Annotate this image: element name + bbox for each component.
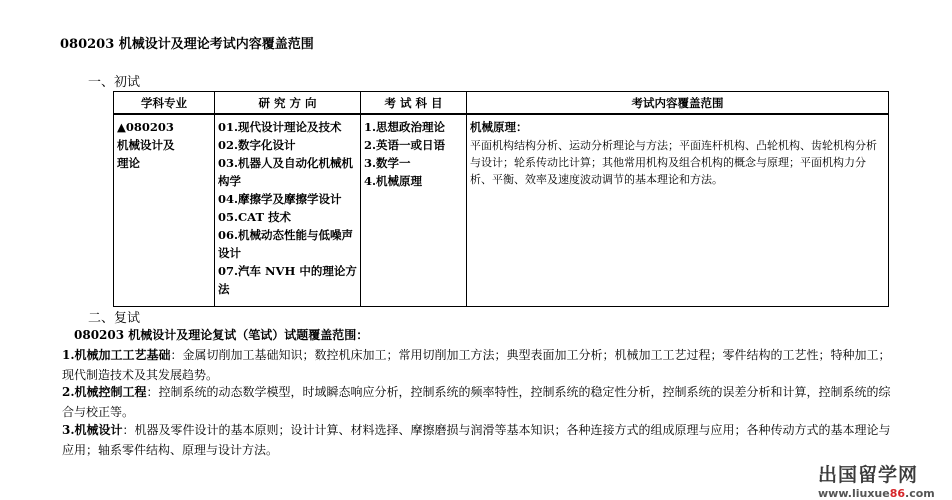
table-header-row	[114, 92, 889, 115]
major-cell	[114, 114, 215, 307]
header-major: 学科专业	[114, 92, 215, 115]
section-preliminary-heading: 一、初试	[88, 75, 141, 90]
watermark	[818, 460, 935, 500]
direction-item: 07.汽车 NVH 中的理论方法	[218, 264, 357, 296]
table-row	[114, 114, 889, 307]
exam-table	[113, 91, 889, 307]
paragraph-body: ：金属切削加工基础知识；数控机床加工；常用切削加工方法；典型表面加工分析；机械加工工艺过程；零件结构的工艺性；特种加工；现代制造技术及其发展趋势。	[62, 348, 891, 382]
section-retest-heading: 二、复试	[88, 311, 141, 326]
directions-cell	[215, 114, 361, 307]
direction-item: 05.CAT 技术	[218, 210, 292, 224]
direction-item: 04.摩擦学及摩擦学设计	[218, 192, 342, 206]
retest-paragraph-2	[62, 382, 894, 422]
major-line: 机械设计及	[117, 138, 175, 152]
major-line: ▲080203	[117, 120, 174, 134]
direction-item: 02.数字化设计	[218, 138, 296, 152]
paragraph-head: 2.机械控制工程	[62, 385, 147, 399]
scope-text: 平面机构结构分析、运动分析理论与方法；平面连杆机构、凸轮机构、齿轮机构分析与设计；轮系传动比计算；其他常用机构及组合机构的概念与原理；平面机构力分析、平衡、效率及速度波动调节的基本理论和方法。	[470, 139, 877, 186]
watermark-name: 出国留学网	[818, 464, 919, 486]
direction-item: 01.现代设计理论及技术	[218, 120, 342, 134]
direction-item: 06.机械动态性能与低噪声设计	[218, 228, 354, 260]
subjects-cell	[361, 114, 467, 307]
retest-paragraph-3	[62, 420, 894, 460]
paragraph-head: 1.机械加工工艺基础	[62, 348, 171, 362]
subject-item: 1.思想政治理论	[364, 120, 446, 134]
header-subjects: 考 试 科 目	[361, 92, 467, 115]
document-title: 080203 机械设计及理论考试内容覆盖范围	[60, 37, 314, 52]
header-direction: 研 究 方 向	[215, 92, 361, 115]
subject-item: 2.英语一或日语	[364, 138, 446, 152]
retest-subtitle: 080203 机械设计及理论复试（笔试）试题覆盖范围：	[74, 328, 369, 342]
paragraph-body: ：机器及零件设计的基本原则；设计计算、材料选择、摩擦磨损与润滑等基本知识；各种连接方式的组成原理与应用；各种传动方式的基本理论与应用；轴系零件结构、原理与设计方法。	[62, 423, 891, 457]
direction-item: 03.机器人及自动化机械机构学	[218, 156, 354, 188]
major-line: 理论	[117, 156, 140, 170]
retest-paragraph-1	[62, 345, 894, 385]
watermark-url: www.liuxue86.com	[818, 487, 935, 500]
subject-item: 4.机械原理	[364, 174, 423, 188]
subject-item: 3.数学一	[364, 156, 411, 170]
paragraph-body: ：控制系统的动态数学模型，时域瞬态响应分析，控制系统的频率特性，控制系统的稳定性分析，控制系统的误差分析和计算，控制系统的综合与校正等。	[62, 385, 891, 419]
paragraph-head: 3.机械设计	[62, 423, 123, 437]
header-scope: 考试内容覆盖范围	[467, 92, 889, 115]
scope-cell	[467, 114, 889, 307]
scope-title: 机械原理：	[470, 120, 528, 134]
